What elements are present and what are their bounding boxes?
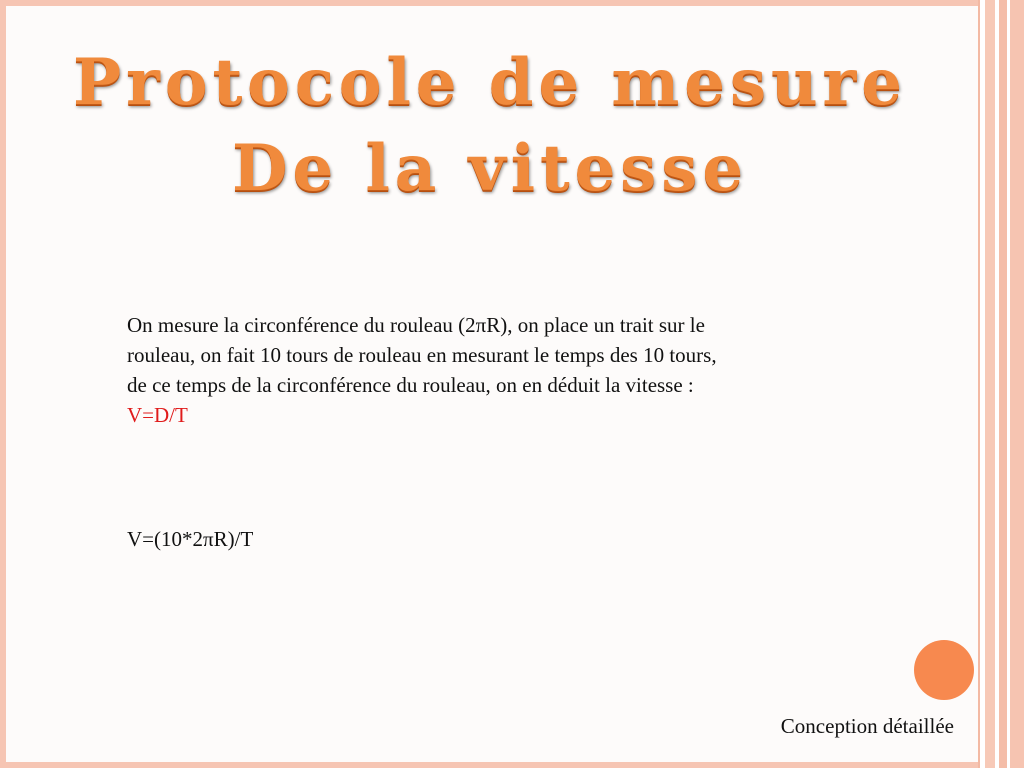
slide-title-line-2: De la vitesse [231,131,749,206]
right-stripe-decoration [978,0,1024,768]
slide-title [0,40,980,212]
body-paragraph [127,310,737,430]
frame-bottom-border [0,762,1024,768]
formula-text: V=(10*2πR)/T [127,527,254,551]
frame-top-border [0,0,1024,6]
orange-circle-icon [914,640,974,700]
slide-footer: Conception détaillée [780,714,954,738]
body-highlight-formula: V=D/T [127,403,188,427]
slide-title-line-1: Protocole de mesure [73,45,907,120]
stripe [999,0,1007,768]
stripe [1010,0,1024,768]
stripe [985,0,995,768]
body-paragraph-text: On mesure la circonférence du rouleau (2πR), on place un trait sur le rouleau, on fait 10 tours de rouleau en mesurant le temps des 10 tours, de ce temps de la circonférence du rouleau, on en déduit la vitesse : [127,313,717,397]
